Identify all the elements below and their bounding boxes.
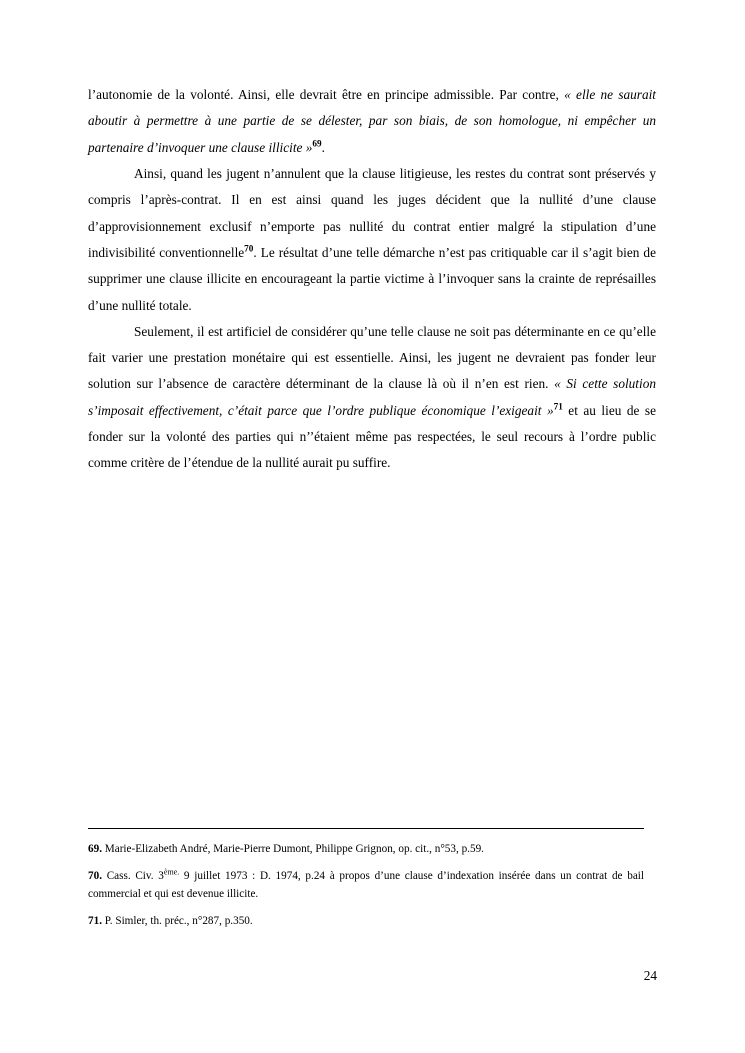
footnote-70-superscript: ème. bbox=[163, 867, 180, 877]
paragraph-2 bbox=[88, 161, 656, 319]
page-body bbox=[88, 82, 656, 477]
paragraph-2-run-3: . Le résultat d’une telle démarche n’est pas critiquable car il s’agit bien de supprimer une clause illicite en encourageant la partie victime à l’invoquer sans la crainte de représailles d’une nullité totale. bbox=[88, 244, 656, 313]
paragraph-1 bbox=[88, 82, 656, 161]
footnote-separator-rule bbox=[88, 828, 644, 829]
paragraph-3 bbox=[88, 319, 656, 477]
page-number: 24 bbox=[643, 968, 657, 983]
footnote-70-text-after: 9 juillet 1973 : D. 1974, p.24 à propos d’une clause d’indexation insérée dans un contrat de bail commercial et qui est devenue illicite. bbox=[88, 870, 644, 900]
paragraph-1-quote: « elle ne saurait aboutir à permettre à une partie de se délester, par son biais, de son homologue, ni empêcher un partenaire d’invoquer une clause illicite » bbox=[88, 87, 657, 155]
paragraph-1-run-1: l’autonomie de la volonté. Ainsi, elle devrait être en principe admissible. Par contre, bbox=[88, 87, 565, 102]
footnote-ref-70: 70 bbox=[244, 243, 254, 254]
footnote-section bbox=[88, 828, 644, 930]
footnote-71 bbox=[88, 913, 644, 930]
footnote-ref-69: 69 bbox=[312, 138, 322, 149]
footnote-69-text: Marie-Elizabeth André, Marie-Pierre Dumont, Philippe Grignon, op. cit., n°53, p.59. bbox=[101, 843, 484, 855]
paragraph-2-run-1: Ainsi, quand les jugent n’annulent que la clause litigieuse, les restes du contrat sont préservés y compris l’après-contrat. Il en est ainsi quand les juges décident que la nullité d’une clause d’approvisionnement exclusif n’emporte pas nullité du contrat entier malgré la stipulation d’une indivisibilité conventionnelle bbox=[88, 165, 656, 260]
footnote-69-number: 69. bbox=[88, 843, 102, 855]
footnote-71-text: P. Simler, th. préc., n°287, p.350. bbox=[101, 915, 253, 928]
paragraph-3-run-1: Seulement, il est artificiel de considérer qu’une telle clause ne soit pas déterminante en ce qu’elle fait varier une prestation monétaire qui est essentielle. Ainsi, les jugent ne devraient pas fonder leur solution sur l’absence de caractère déterminant de la clause là où il n’en est rien. bbox=[88, 323, 656, 392]
footnote-69 bbox=[88, 841, 644, 858]
footnote-70-number: 70. bbox=[88, 870, 102, 883]
footnote-71-number: 71. bbox=[88, 915, 102, 928]
footnote-70-text-before: Cass. Civ. 3 bbox=[101, 870, 164, 883]
paragraph-1-run-4: . bbox=[321, 139, 325, 155]
footnote-70 bbox=[88, 868, 644, 903]
paragraph-3-run-4: et au lieu de se fonder sur la volonté des parties qui n’’étaient même pas respectées, le seul recours à l’ordre public comme critère de l’étendue de la nullité aurait pu suffire. bbox=[88, 402, 656, 471]
paragraph-3-quote: « Si cette solution s’imposait effectivement, c’était parce que l’ordre publique économique l’exigeait » bbox=[88, 376, 656, 418]
footnote-ref-71: 71 bbox=[553, 401, 563, 412]
